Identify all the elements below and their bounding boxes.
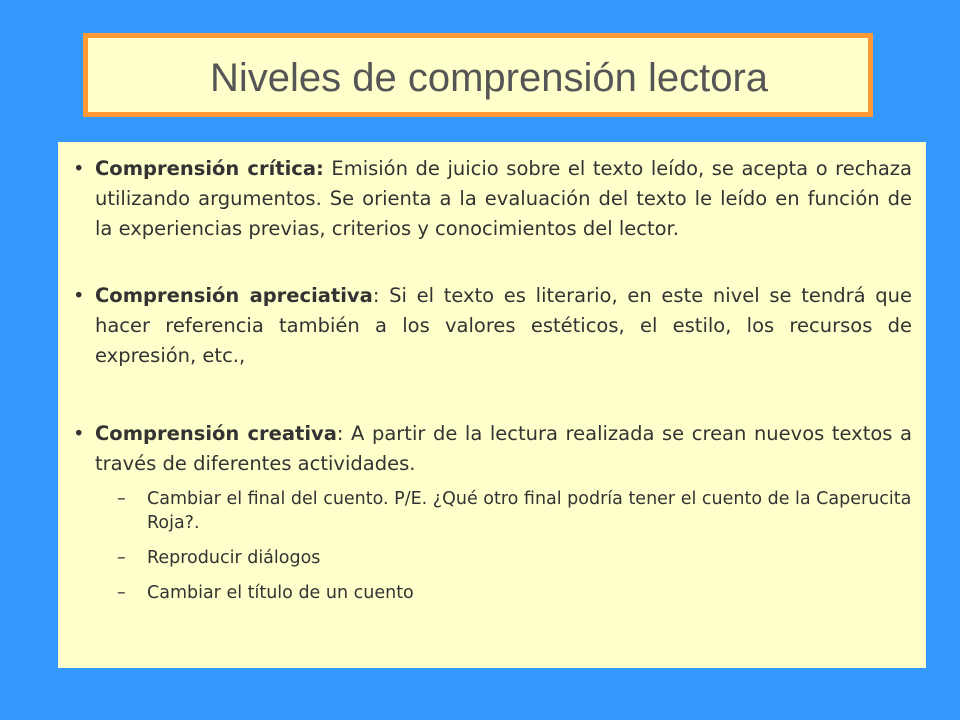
term-creativa: Comprensión creativa bbox=[95, 422, 337, 445]
bullet-critica bbox=[73, 154, 912, 244]
slide-title: Niveles de comprensión lectora bbox=[209, 55, 769, 100]
text-apreciativa: : Si el texto es literario, en este nivel se tendrá que hacer referencia también a los valores estéticos, el estilo, los recursos de expresión, etc., bbox=[95, 284, 912, 367]
sub-item-text: Cambiar el final del cuento. P/E. ¿Qué otro final podría tener el cuento de la Caperucita Roja?. bbox=[147, 489, 912, 533]
bullet-dot: • bbox=[73, 284, 85, 307]
sub-item bbox=[117, 546, 912, 570]
sub-item-text: Cambiar el título de un cuento bbox=[147, 583, 414, 603]
sub-item-text: Reproducir diálogos bbox=[147, 548, 321, 568]
bullet-creativa bbox=[73, 419, 912, 479]
sub-dash: – bbox=[117, 548, 126, 568]
sub-dash: – bbox=[117, 583, 126, 603]
bullet-apreciativa bbox=[73, 281, 912, 371]
sub-item bbox=[117, 581, 912, 605]
bullet-dot: • bbox=[73, 422, 85, 445]
text-creativa: : A partir de la lectura realizada se crean nuevos textos a través de diferentes actividades. bbox=[95, 422, 912, 475]
sub-dash: – bbox=[117, 489, 126, 509]
term-critica: Comprensión crítica: bbox=[95, 157, 324, 180]
title-box bbox=[83, 33, 873, 117]
term-apreciativa: Comprensión apreciativa bbox=[95, 284, 373, 307]
bullet-dot: • bbox=[73, 157, 85, 180]
sub-list bbox=[73, 487, 912, 605]
sub-item bbox=[117, 487, 912, 535]
text-critica: Emisión de juicio sobre el texto leído, se acepta o rechaza utilizando argumentos. Se orienta a la evaluación del texto le leído en función de la experiencias previas, criterios y conocimientos del lector. bbox=[95, 157, 912, 240]
content-panel bbox=[58, 142, 926, 668]
